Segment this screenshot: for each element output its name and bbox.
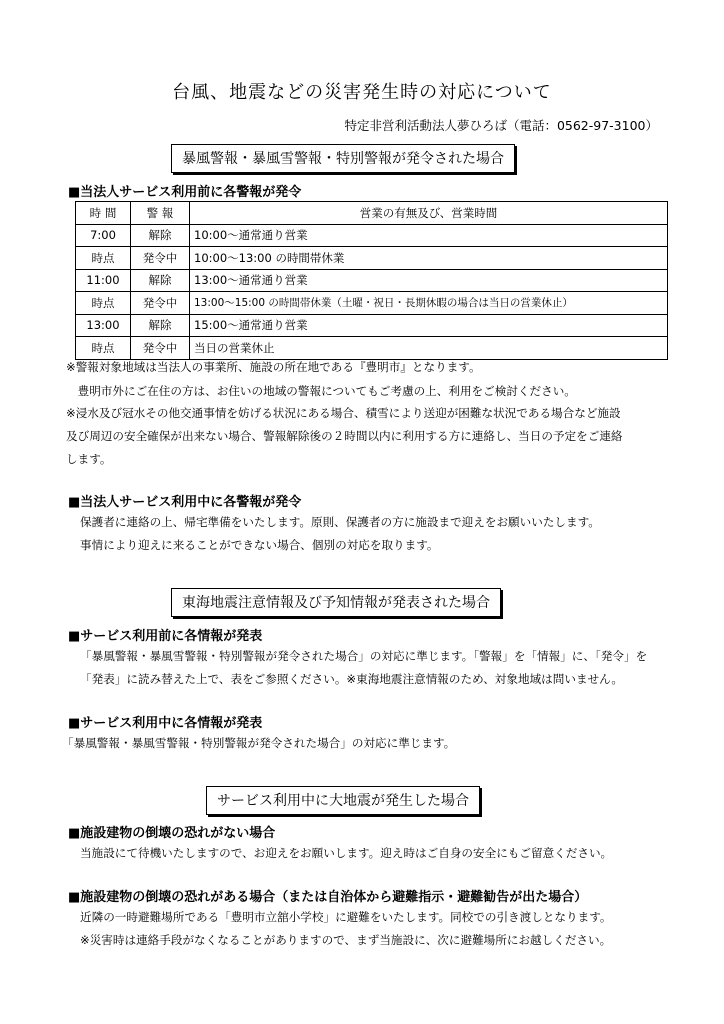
note-line: 及び周辺の安全確保が出来ない場合、警報解除後の２時間以内に利用する方に連絡し、当日の予定をご連絡 xyxy=(66,429,623,443)
table-row xyxy=(76,314,668,337)
business-hours-table xyxy=(75,201,668,360)
body-line: 事情により迎えに来ることができない場合、個別の対応を取ります。 xyxy=(80,538,439,552)
column-header-warning: 警 報 xyxy=(131,202,190,225)
cell-time: 13:00 xyxy=(76,314,131,337)
body-line: 「暴風警報・暴風雪警報・特別警報が発令された場合」の対応に準じます。「警報」を「情報」に、「発令」を xyxy=(80,649,648,663)
cell-time: 11:00 xyxy=(76,269,131,292)
cell-detail: 当日の営業休止 xyxy=(190,337,668,360)
cell-time: 時点 xyxy=(76,292,131,315)
cell-detail: 10:00～通常通り営業 xyxy=(190,224,668,247)
subsection-title-during-service: ■当法人サービス利用中に各警報が発令 xyxy=(68,495,302,510)
cell-status: 発令中 xyxy=(131,337,190,360)
cell-status: 解除 xyxy=(131,269,190,292)
cell-detail: 13:00～通常通り営業 xyxy=(190,269,668,292)
body-line: 保護者に連絡の上、帰宅準備をいたします。原則、保護者の方に施設まで迎えをお願いいたします。 xyxy=(80,515,600,529)
column-header-time: 時 間 xyxy=(76,202,131,225)
cell-status: 発令中 xyxy=(131,292,190,315)
cell-status: 解除 xyxy=(131,224,190,247)
section-heading-tokai-earthquake: 東海地震注意情報及び予知情報が発表された場合 xyxy=(171,588,501,617)
column-header-business: 営業の有無及び、営業時間 xyxy=(190,202,668,225)
table-row xyxy=(76,224,668,247)
table-row xyxy=(76,292,668,315)
section-heading-storm-warning: 暴風警報・暴風雪警報・特別警報が発令された場合 xyxy=(171,144,515,173)
subsection-title-info-during-service: ■サービス利用中に各情報が発表 xyxy=(68,716,263,731)
cell-status: 発令中 xyxy=(131,247,190,270)
note-line: ※警報対象地域は当法人の事業所、施設の所在地である『豊明市』となります。 xyxy=(66,360,481,374)
page-title: 台風、地震などの災害発生時の対応について xyxy=(172,82,552,103)
cell-detail: 13:00～15:00 の時間帯休業（土曜・祝日・長期休暇の場合は当日の営業休止） xyxy=(190,292,668,315)
body-line: 当施設にて待機いたしますので、お迎えをお願いします。迎え時はご自身の安全にもご留意ください。 xyxy=(80,846,613,860)
body-line: ※災害時は連絡手段がなくなることがありますので、まず当施設に、次に避難場所にお越しください。 xyxy=(80,933,612,947)
subsection-title-no-collapse-risk: ■施設建物の倒壊の恐れがない場合 xyxy=(68,826,276,841)
subsection-title-collapse-risk: ■施設建物の倒壊の恐れがある場合（または自治体から避難指示・避難勧告が出た場合） xyxy=(68,890,588,905)
cell-detail: 10:00～13:00 の時間帯休業 xyxy=(190,247,668,270)
cell-time: 7:00 xyxy=(76,224,131,247)
cell-status: 解除 xyxy=(131,314,190,337)
body-line: 「暴風警報・暴風雪警報・特別警報が発令された場合」の対応に準じます。 xyxy=(62,736,456,750)
note-line: 豊明市外にご在住の方は、お住いの地域の警報についてもご考慮の上、利用をご検討ください。 xyxy=(66,384,576,398)
subsection-title-info-before-service: ■サービス利用前に各情報が発表 xyxy=(68,629,263,644)
table-row xyxy=(76,269,668,292)
note-line: します。 xyxy=(66,452,112,466)
cell-detail: 15:00～通常通り営業 xyxy=(190,314,668,337)
cell-time: 時点 xyxy=(76,337,131,360)
table-header-row xyxy=(76,202,668,225)
organization-contact: 特定非営利活動法人夢ひろば（電話：0562-97-3100） xyxy=(344,118,658,133)
table-row xyxy=(76,247,668,270)
note-line: ※浸水及び冠水その他交通事情を妨げる状況にある場合、積雪により送迎が困難な状況である場合など施設 xyxy=(66,406,621,420)
section-heading-major-earthquake: サービス利用中に大地震が発生した場合 xyxy=(206,786,480,815)
body-line: 「発表」に読み替えた上で、表をご参照ください。※東海地震注意情報のため、対象地域は問いません。 xyxy=(80,672,624,686)
body-line: 近隣の一時避難場所である「豊明市立舘小学校」に避難をいたします。同校での引き渡しとなります。 xyxy=(80,910,612,924)
subsection-title-before-service: ■当法人サービス利用前に各警報が発令 xyxy=(68,185,302,200)
cell-time: 時点 xyxy=(76,247,131,270)
